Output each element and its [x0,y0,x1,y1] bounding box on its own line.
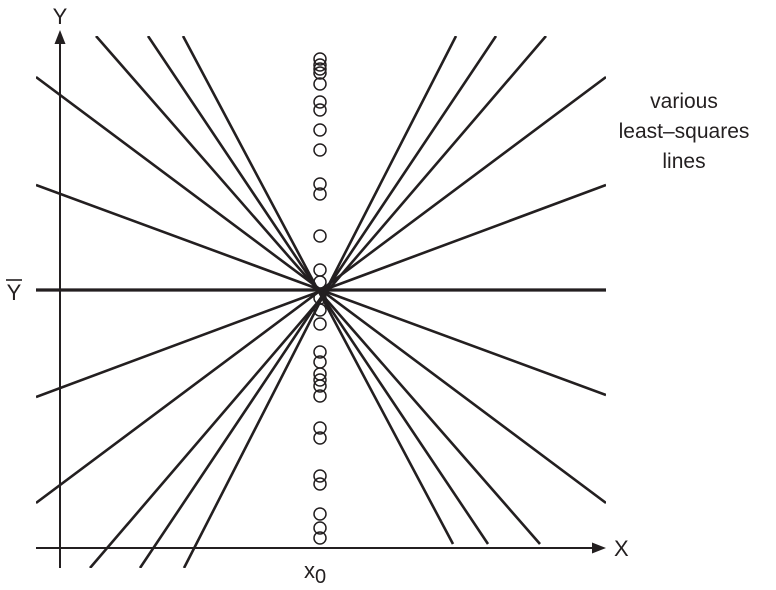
y-axis-arrowhead [55,30,66,44]
annotation-line-1: various [650,90,718,113]
data-point [314,276,326,288]
x0-label [304,558,326,588]
x-axis-arrowhead [592,543,606,554]
data-point [314,144,326,156]
y-mean-label: Y [6,280,22,305]
data-point [314,78,326,90]
data-point [314,264,326,276]
x0-label-subscript: 0 [315,566,327,588]
annotation-line-2: least–squares [618,120,750,143]
data-point [314,230,326,242]
y-axis-label: Y [52,4,68,29]
x-axis-label: X [614,536,629,561]
data-point [314,478,326,490]
data-point [314,318,326,330]
annotation-line-3: lines [662,150,706,173]
data-point [314,124,326,136]
data-point [314,104,326,116]
x0-label-base: x [304,558,315,583]
data-point [314,508,326,520]
